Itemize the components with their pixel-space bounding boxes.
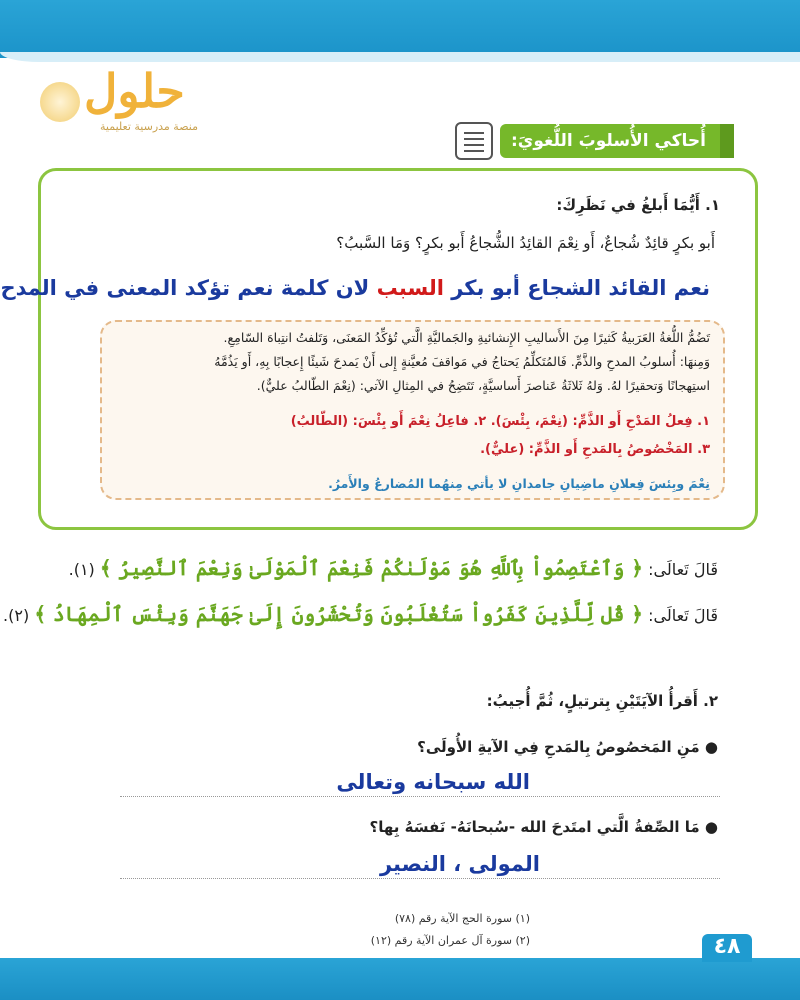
verse-1-text: ﴿ وَٱعْتَصِمُواْ بِٱللَّهِ هُوَ مَوْلَىٰكُمْ فَنِعْمَ ٱلْمَوْلَىٰ وَنِعْمَ ٱلنَّصِيرُ ﴾ (99, 556, 644, 580)
top-banner (0, 0, 800, 58)
site-logo (40, 64, 230, 138)
info-line-1: تَضُمُّ اللُّغةُ العَرَبيةُ كَثيرًا مِنَ الأَساليبِ الإِنشائيةِ والجَماليَّةِ الَّتي تُؤكِّدُ المَعنَى، وَتَلفتُ انتِباهَ السّامِعِ. (223, 330, 710, 345)
question-1-answer (0, 276, 710, 300)
section-title: أُحاكي الأُسلوبَ اللُّغويَ: (500, 124, 720, 158)
logo-book-icon (40, 82, 80, 122)
question-2-answer-2: المولى ، النصير (379, 852, 540, 876)
section-title-cap (720, 124, 734, 158)
verse-2-text: ﴿ قُل لِّلَّذِينَ كَفَرُواْ سَتُغْلَبُونَ وَتُحْشَرُونَ إِلَىٰ جَهَنَّمَ وَبِئْسَ ٱلْمِهَادُ ﴾ (34, 602, 644, 626)
footnote-2: (٢) سورة آل عمران الآية رقم (١٢) (370, 934, 530, 947)
question-2-prompt: ٢. أَقرأُ الآيَتَيْنِ بِترتيلٍ، ثُمَّ أُجيبُ: (486, 692, 718, 710)
question-1-prompt: ١. أَيُّمَا أَبلغُ في نَظَرِكَ: (556, 196, 720, 214)
top-banner-edge (0, 52, 800, 62)
answer-part-1: نعم القائد الشجاع أبو بكر (443, 276, 710, 300)
info-line-rule: نِعْمَ وبِئسَ فِعلانِ ماضِيانِ جامدانِ لا يأتي مِنهُما المُضارعُ والأَمرُ. (328, 476, 710, 491)
answer-part-2: لان كلمة نعم تؤكد المعنى في المدح (0, 276, 377, 300)
verse-2-ref: (٢). (3, 606, 30, 625)
verse-1-prefix: قَالَ تَعالَى: (648, 560, 718, 579)
answer-line-2 (120, 878, 720, 879)
question-2-bullet-1: ● مَنِ المَخصُوصُ بِالمَدحِ فِي الآيةِ الأُولَى؟ (417, 738, 718, 756)
bottom-banner (0, 958, 800, 1000)
verse-1-ref: (١). (68, 560, 95, 579)
document-icon (455, 122, 493, 160)
page-number: ٤٨ (702, 934, 752, 962)
info-line-3: استِهجانًا وَتحقيرًا لهُ. وَلهُ ثَلاثَةُ عَناصرَ أَساسيَّةٍ، تَتَضِحُ في المِثالِ الآتي: (نِعْمَ الطّالبُ عليٌّ). (256, 378, 710, 393)
footnote-1: (١) سورة الحج الآية رقم (٧٨) (394, 912, 530, 925)
question-2-answer-1: الله سبحانه وتعالى (336, 770, 530, 794)
question-2-bullet-2: ● مَا الصِّفةُ الَّتي امتَدحَ الله -سُبحانَهُ- نَفسَهُ بِها؟ (369, 818, 718, 836)
info-line-2: وَمِنهَا: أُسلوبُ المدحِ والذَّمِّ. فَالمُتَكلِّمُ يَحتاجُ في مَواقفَ مُعيَّنةٍ إِلى أَنْ يَمدحَ شَيئًا إِعجابًا بِهِ، أَو يَذُمَّهُ (214, 354, 710, 369)
logo-tagline: منصة مدرسية تعليمية (100, 120, 198, 133)
info-line-element-3: ٣. المَخْصُوصُ بِالمَدحِ أَو الذَّمِّ: (عليٌّ). (480, 442, 710, 457)
verse-1 (69, 556, 718, 580)
verse-2 (3, 602, 718, 626)
logo-name: حلول (84, 64, 185, 118)
question-1-text: أَبو بكرٍ قائِدٌ شُجاعٌ، أَو نِعْمَ القائِدُ الشُّجاعُ أَبو بكرٍ؟ وَمَا السَّببُ؟ (336, 234, 715, 252)
info-line-elements-1-2: ١. فِعلُ المَدْحِ أَو الذَّمِّ: (نِعْمَ، بِئْسَ). ٢. فاعِلُ نِعْمَ أَو بِئْسَ: (الطّالبُ) (290, 414, 710, 429)
answer-red-word: السبب (376, 276, 444, 300)
answer-line-1 (120, 796, 720, 797)
verse-2-prefix: قَالَ تَعالَى: (648, 606, 718, 625)
